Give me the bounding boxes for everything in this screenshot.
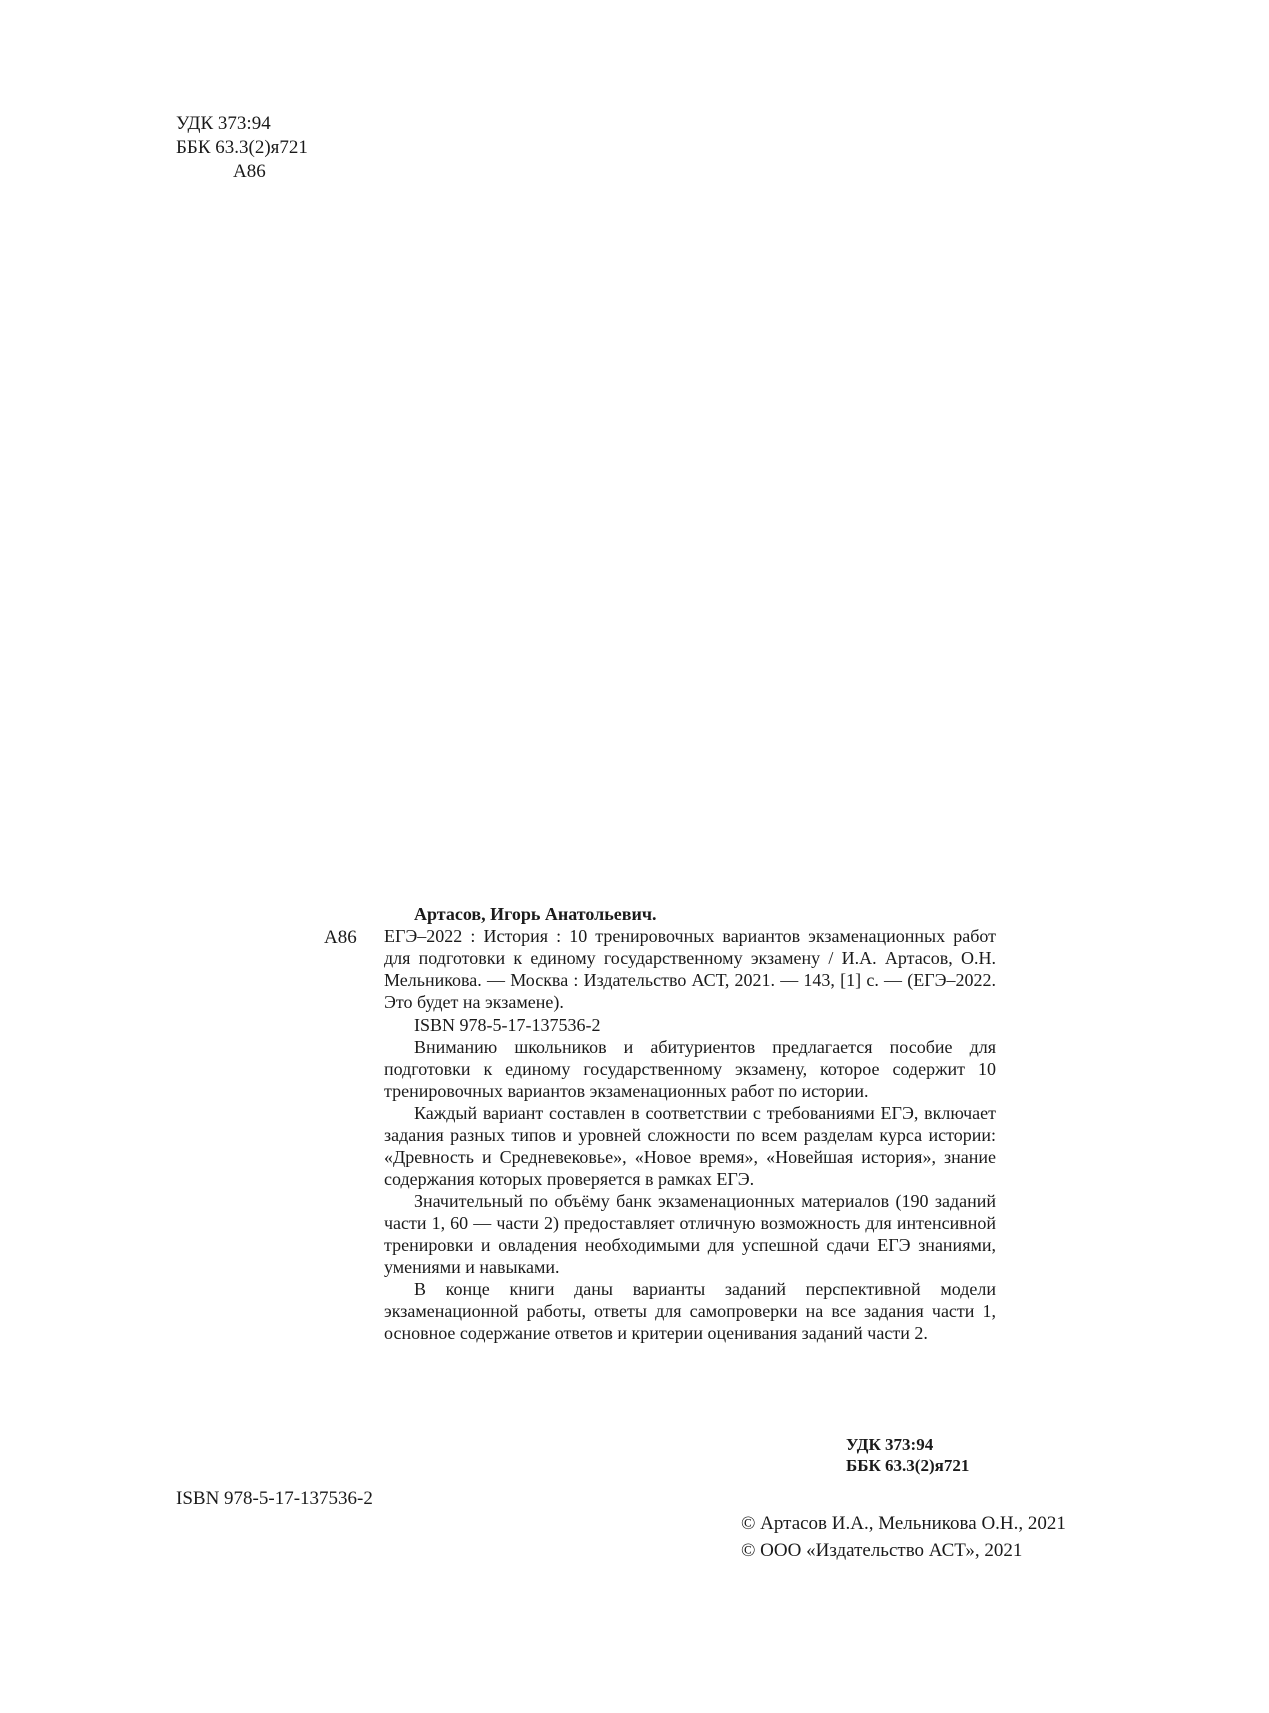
card-annotation xyxy=(384,1036,996,1344)
card-bbk-code: ББК 63.3(2)я721 xyxy=(846,1456,970,1475)
copyright-authors: © Артасов И.А., Мельникова О.Н., 2021 xyxy=(741,1513,1066,1534)
annotation-paragraph: Вниманию школьников и абитуриентов предлагается пособие для подготовки к единому государственному экзамену, которое содержит 10 тренировочных вариантов экзаменационных работ по истории. xyxy=(384,1037,996,1101)
annotation-paragraph: В конце книги даны варианты заданий перспективной модели экзаменационной работы, ответы для самопроверки на все задания части 1, основное содержание ответов и критерии оценивания заданий части 2. xyxy=(384,1279,996,1343)
copyright-block xyxy=(741,1510,1066,1564)
card-author-mark: А86 xyxy=(324,927,357,948)
isbn-bottom: ISBN 978-5-17-137536-2 xyxy=(176,1488,373,1509)
classification-codes-top xyxy=(176,112,308,184)
udk-code: УДК 373:94 xyxy=(176,113,271,134)
card-udk-code: УДК 373:94 xyxy=(846,1435,934,1454)
copyright-publisher: © ООО «Издательство АСТ», 2021 xyxy=(741,1540,1023,1561)
classification-codes-card xyxy=(846,1434,969,1476)
card-author: Артасов, Игорь Анатольевич. xyxy=(414,904,657,924)
bbk-code: ББК 63.3(2)я721 xyxy=(176,137,308,158)
annotation-paragraph: Каждый вариант составлен в соответствии с требованиями ЕГЭ, включает задания разных типов и уровней сложности по всем разделам курса истории: «Древность и Средневековье», «Новое время», «Новейшая история», знание содержания которых проверяется в рамках ЕГЭ. xyxy=(384,1103,996,1189)
card-title-description: ЕГЭ–2022 : История : 10 тренировочных вариантов экзаменационных работ для подготовки к единому государственному экзамену / И.А. Артасов, О.Н. Мельникова. — Москва : Издательство АСТ, 2021. — 143, [1] с. — (ЕГЭ–2022. Это будет на экзамене). xyxy=(384,926,996,1012)
card-isbn: ISBN 978-5-17-137536-2 xyxy=(414,1015,601,1035)
author-mark: А86 xyxy=(233,161,266,182)
annotation-paragraph: Значительный по объёму банк экзаменационных материалов (190 заданий части 1, 60 — части 2) предоставляет отличную возможность для интенсивной тренировки и овладения необходимыми для успешной сдачи ЕГЭ знаниями, умениями и навыками. xyxy=(384,1191,996,1277)
catalog-card xyxy=(384,903,996,1344)
